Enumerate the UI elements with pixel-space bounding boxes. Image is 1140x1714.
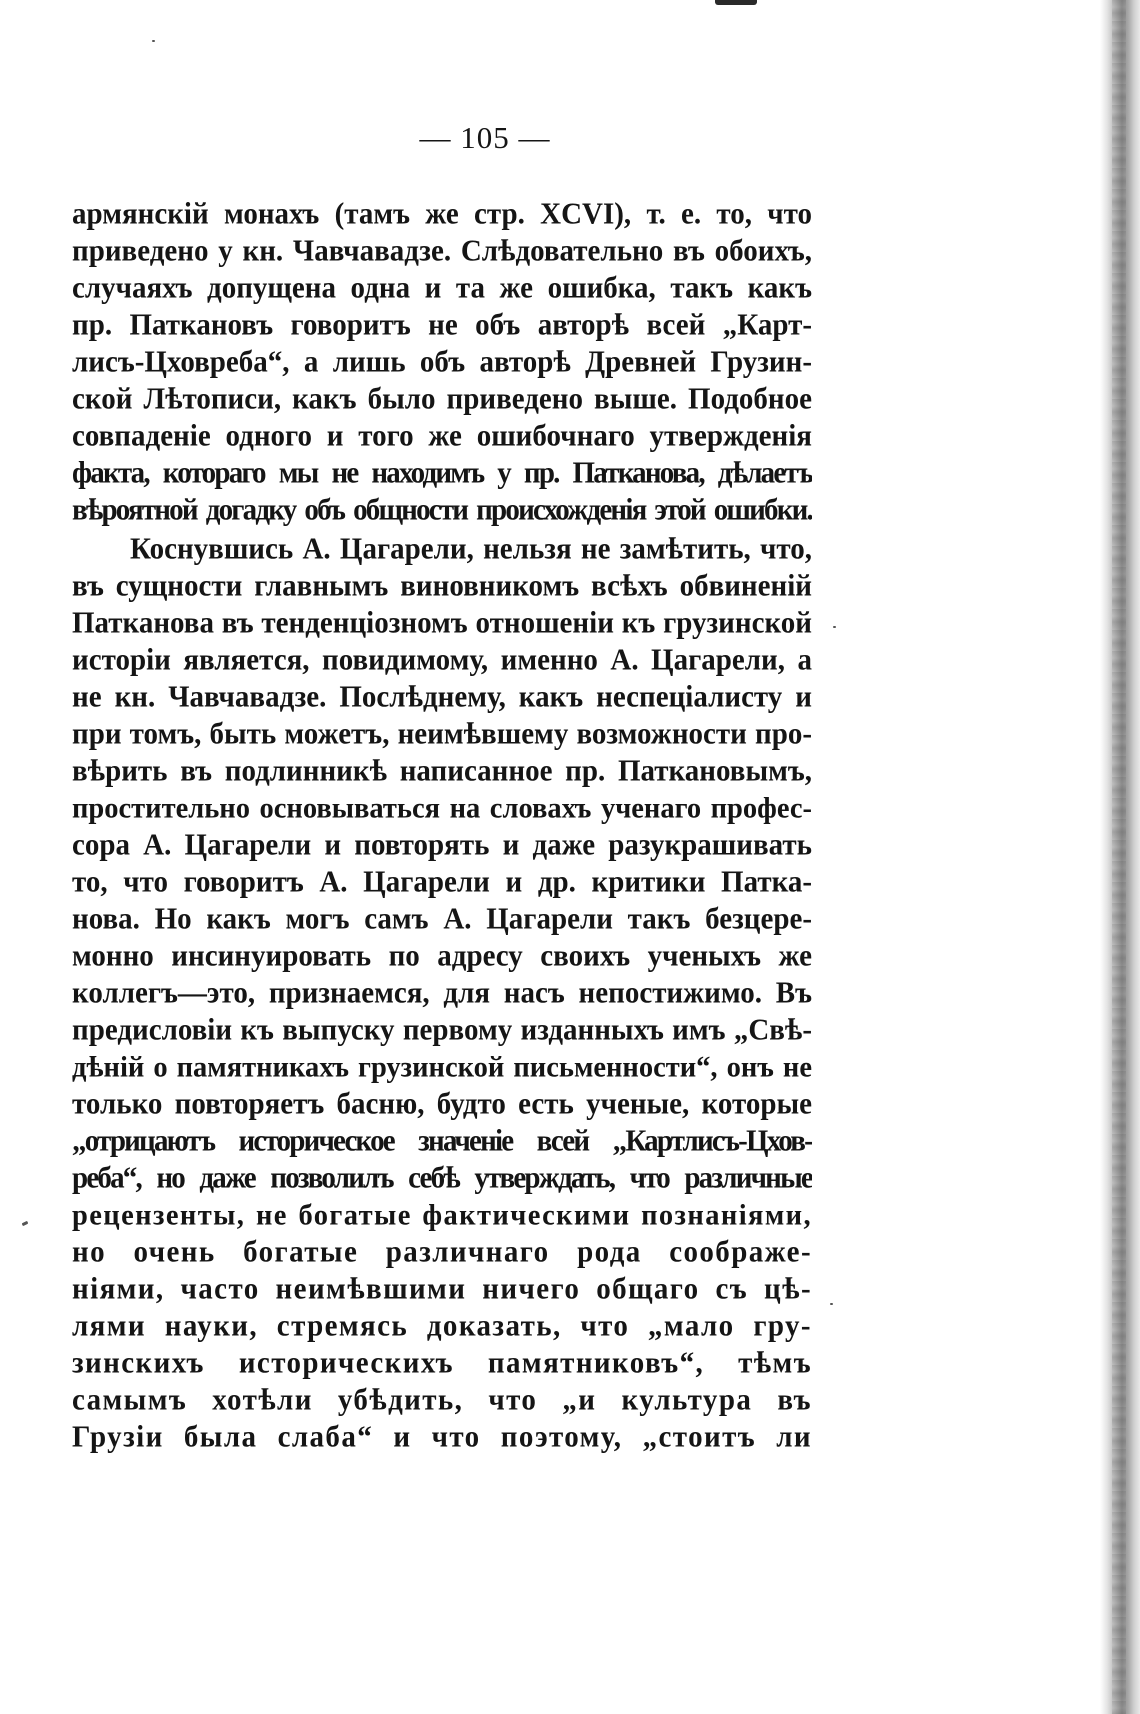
- text-line: вѣроятной догадку объ общности происхожденія этой ошибки.: [72, 493, 812, 527]
- text-line: исторіи является, повидимому, именно А. Цагарели, а: [72, 643, 812, 677]
- text-line: Грузіи была слаба“ и что поэтому, „стоитъ ли: [72, 1420, 812, 1454]
- text-line: при томъ, быть можетъ, неимѣвшему возможности про-: [72, 717, 812, 751]
- text-line: вѣрить въ подлинникѣ написанное пр. Паткановымъ,: [72, 754, 812, 788]
- body-text: [72, 196, 812, 1456]
- text-line: армянскій монахъ (тамъ же стр. XCVI), т. е. то, что: [72, 197, 812, 231]
- ink-speck: [22, 1221, 29, 1226]
- text-line: реба“, но даже позволилъ себѣ утверждать, что различные: [72, 1161, 812, 1195]
- text-line: монно инсинуировать по адресу своихъ ученыхъ же: [72, 939, 812, 973]
- text-line: лисъ-Цховреба“, а лишь объ авторѣ Древней Грузин-: [72, 345, 812, 379]
- text-line: ніями, часто неимѣвшими ничего общаго съ цѣ-: [72, 1272, 812, 1306]
- paragraph-start-line: Коснувшись А. Цагарели, нельзя не замѣтить, что,: [130, 532, 812, 566]
- ink-speck: [830, 1303, 833, 1305]
- text-line: сора А. Цагарели и повторять и даже разукрашивать: [72, 828, 812, 862]
- text-line: но очень богатые различнаго рода соображе-: [72, 1235, 812, 1269]
- text-line: совпаденіе одного и того же ошибочнаго утвержденія: [72, 419, 812, 453]
- text-line: не кн. Чавчавадзе. Послѣднему, какъ неспеціалисту и: [72, 680, 812, 714]
- text-line: въ сущности главнымъ виновникомъ всѣхъ обвиненій: [72, 569, 812, 603]
- text-line: факта, котораго мы не находимъ у пр. Патканова, дѣлаетъ: [72, 456, 812, 490]
- text-line: „отрицаютъ историческое значеніе всей „Картлисъ-Цхов-: [72, 1124, 812, 1158]
- text-line: самымъ хотѣли убѣдить, что „и культура въ: [72, 1383, 812, 1417]
- text-line: приведено у кн. Чавчавадзе. Слѣдовательно въ обоихъ,: [72, 234, 812, 268]
- text-line: коллегъ—это, признаемся, для насъ непостижимо. Въ: [72, 976, 812, 1010]
- text-line: предисловіи къ выпуску первому изданныхъ имъ „Свѣ-: [72, 1013, 812, 1047]
- top-ink-mark: [715, 0, 757, 5]
- text-line: рецензенты, не богатые фактическими познаніями,: [72, 1199, 812, 1232]
- text-line: только повторяетъ басню, будто есть ученые, которые: [72, 1087, 812, 1121]
- text-line: случаяхъ допущена одна и та же ошибка, такъ какъ: [72, 271, 812, 305]
- page-binding-edge: [1100, 0, 1140, 1714]
- ink-speck: [833, 626, 836, 628]
- text-line: простительно основываться на словахъ ученаго профес-: [72, 792, 812, 825]
- text-line: нова. Но какъ могъ самъ А. Цагарели такъ безцере-: [72, 902, 812, 936]
- text-line: то, что говоритъ А. Цагарели и др. критики Патка-: [72, 865, 812, 899]
- ink-speck: [152, 40, 155, 42]
- text-line: лями науки, стремясь доказать, что „мало гру-: [72, 1309, 812, 1343]
- text-line: дѣній о памятникахъ грузинской письменности“, онъ не: [72, 1051, 812, 1084]
- text-line: пр. Паткановъ говоритъ не объ авторѣ всей „Карт-: [72, 308, 812, 342]
- text-line: ской Лѣтописи, какъ было приведено выше. Подобное: [72, 382, 812, 416]
- text-line: Патканова въ тенденціозномъ отношеніи къ грузинской: [72, 606, 812, 640]
- page-number: — 105 —: [419, 120, 551, 155]
- text-line: зинскихъ историческихъ памятниковъ“, тѣмъ: [72, 1346, 812, 1380]
